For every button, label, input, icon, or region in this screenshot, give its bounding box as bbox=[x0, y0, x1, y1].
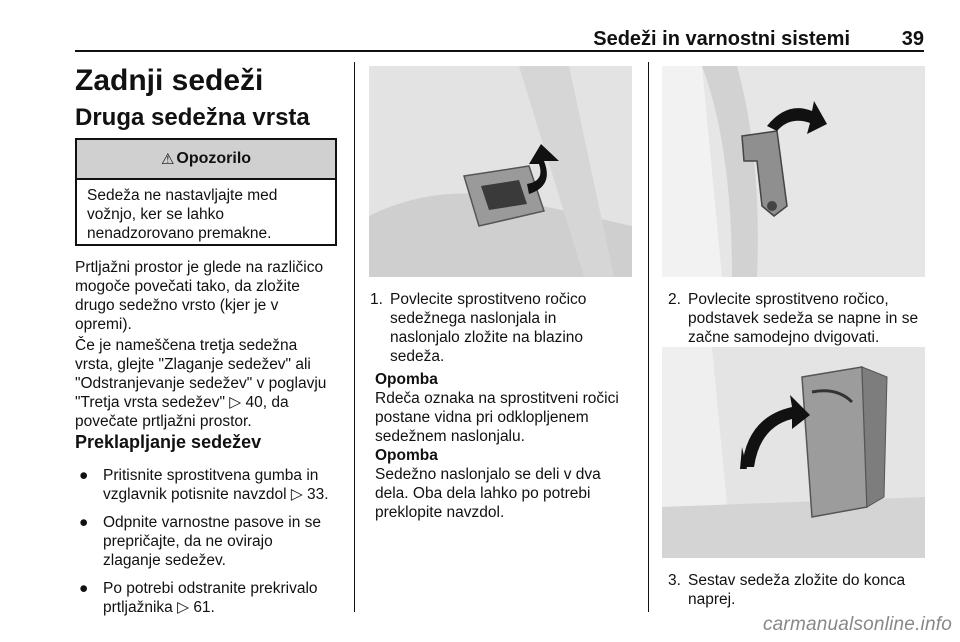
text-line: naslonjalo zložite na blazino bbox=[390, 329, 584, 346]
text-line: opremi). bbox=[75, 316, 132, 333]
text-line: zlaganje sedežev. bbox=[103, 552, 226, 569]
watermark: carmanualsonline.info bbox=[762, 614, 952, 635]
text-line: drugo sedežno vrsto (kjer je v bbox=[75, 297, 279, 314]
text-line: začne samodejno dvigovati. bbox=[688, 329, 880, 346]
bullet-dot: ● bbox=[79, 514, 89, 531]
warning-box bbox=[75, 138, 337, 246]
text-line: sedeža. bbox=[390, 348, 445, 365]
text-line: prepričajte, da ne ovirajo bbox=[103, 533, 273, 550]
illustration-seat-release-lever bbox=[662, 66, 925, 277]
step-1 bbox=[370, 290, 645, 366]
text-line: Povlecite sprostitveno ročico bbox=[390, 291, 587, 308]
text-line: Sestav sedeža zložite do konca bbox=[688, 572, 906, 589]
step-2 bbox=[668, 290, 958, 347]
warning-line: Sedeža ne nastavljajte med bbox=[87, 187, 278, 204]
text-line: sedežnem naslonjalu. bbox=[375, 428, 525, 445]
step-number: 2. bbox=[668, 291, 681, 308]
text-line: Če je nameščena tretja sedežna bbox=[75, 337, 298, 354]
warning-line: nenadzorovano premakne. bbox=[87, 225, 272, 242]
paragraph-1 bbox=[75, 258, 350, 334]
page-number: 39 bbox=[901, 28, 924, 50]
step-number: 3. bbox=[668, 572, 681, 589]
note-label: Opomba bbox=[375, 371, 438, 388]
warning-line: vožnjo, ker se lahko bbox=[87, 206, 224, 223]
text-line: Prtljažni prostor je glede na različico bbox=[75, 259, 324, 276]
text-line: postane vidna pri odklopljenem bbox=[375, 409, 589, 426]
note-2 bbox=[375, 446, 650, 522]
subheading-folding: Preklapljanje sedežev bbox=[75, 432, 262, 452]
list-item bbox=[75, 579, 353, 617]
text-line: podstavek sedeža se napne in se bbox=[688, 310, 919, 327]
bullet-list bbox=[75, 466, 353, 617]
text-line: povečate prtljažni prostor. bbox=[75, 413, 252, 430]
bullet-dot: ● bbox=[79, 467, 89, 484]
warning-text bbox=[77, 180, 335, 249]
paragraph-2 bbox=[75, 336, 350, 431]
warning-header bbox=[77, 140, 335, 180]
warning-triangle-icon: ⚠ bbox=[160, 151, 175, 168]
text-line: naprej. bbox=[688, 591, 736, 608]
note-1 bbox=[375, 370, 650, 446]
note-label: Opomba bbox=[375, 447, 438, 464]
step-3 bbox=[668, 571, 958, 609]
bullet-dot: ● bbox=[79, 580, 89, 597]
text-line: Sedežno naslonjalo se deli v dva bbox=[375, 466, 601, 483]
text-line: Po potrebi odstranite prekrivalo bbox=[103, 580, 318, 597]
column-divider-1 bbox=[354, 62, 355, 612]
illustration-seat-folded-forward bbox=[662, 347, 925, 558]
text-line: Povlecite sprostitveno ročico, bbox=[688, 291, 889, 308]
text-line: Pritisnite sprostitvena gumba in bbox=[103, 467, 319, 484]
illustration-seat-backrest-lever bbox=[369, 66, 632, 277]
text-line: sedežnega naslonjala in bbox=[390, 310, 557, 327]
text-line: "Tretja vrsta sedežev" ▷ 40, da bbox=[75, 394, 289, 411]
text-line: mogoče povečati tako, da zložite bbox=[75, 278, 300, 295]
step-number: 1. bbox=[370, 291, 383, 308]
text-line: vrsta, glejte "Zlaganje sedežev" ali bbox=[75, 356, 311, 373]
column-divider-2 bbox=[648, 62, 649, 612]
text-line: Rdeča oznaka na sprostitveni ročici bbox=[375, 390, 619, 407]
list-item bbox=[75, 466, 353, 504]
text-line: Odpnite varnostne pasove in se bbox=[103, 514, 321, 531]
text-line: "Odstranjevanje sedežev" v poglavju bbox=[75, 375, 327, 392]
warning-label: Opozorilo bbox=[176, 150, 252, 167]
section-heading: Zadnji sedeži bbox=[75, 64, 264, 97]
subsection-heading: Druga sedežna vrsta bbox=[75, 104, 310, 131]
text-line: dela. Oba dela lahko po potrebi bbox=[375, 485, 591, 502]
running-header-title: Sedeži in varnostni sistemi bbox=[593, 28, 850, 50]
list-item bbox=[75, 513, 353, 570]
text-line: prtljažnika ▷ 61. bbox=[103, 599, 215, 616]
text-line: vzglavnik potisnite navzdol ▷ 33. bbox=[103, 486, 329, 503]
text-line: preklopite navzdol. bbox=[375, 504, 505, 521]
header-rule bbox=[75, 50, 924, 52]
